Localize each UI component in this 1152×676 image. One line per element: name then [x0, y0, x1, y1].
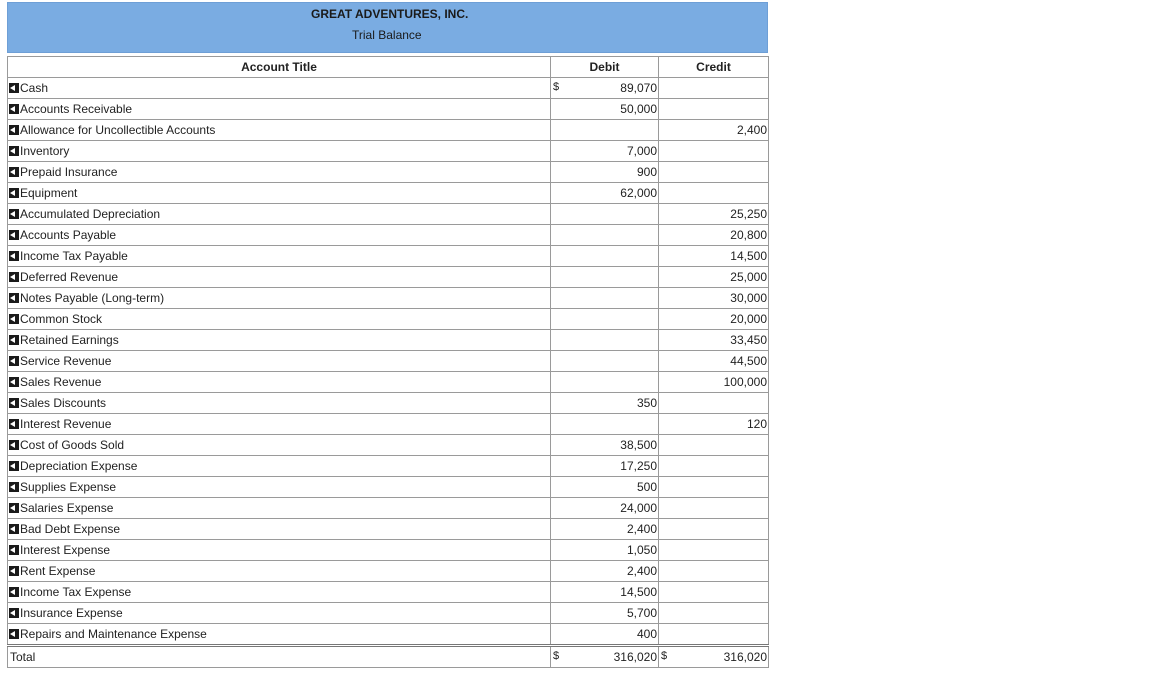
table-row — [8, 246, 769, 267]
move-left-icon[interactable] — [9, 545, 19, 555]
credit-cell[interactable] — [659, 624, 769, 646]
debit-cell-value: 350 — [636, 396, 657, 410]
move-left-icon[interactable] — [9, 629, 19, 639]
account-cell[interactable] — [8, 330, 551, 351]
move-left-icon[interactable] — [9, 272, 19, 282]
account-cell[interactable] — [8, 288, 551, 309]
debit-cell-value: 24,000 — [620, 501, 657, 515]
report-title: Trial Balance — [352, 28, 422, 42]
table-row — [8, 141, 769, 162]
move-left-icon[interactable] — [9, 377, 19, 387]
debit-cell-value: 1,050 — [626, 543, 657, 557]
debit-cell[interactable] — [551, 603, 659, 624]
debit-cell[interactable] — [551, 414, 659, 435]
account-label: Income Tax Expense — [20, 585, 132, 599]
debit-cell-value: 62,000 — [620, 186, 657, 200]
account-label: Sales Revenue — [20, 375, 102, 389]
move-left-icon[interactable] — [9, 503, 19, 513]
account-label: Repairs and Maintenance Expense — [20, 627, 207, 641]
debit-cell-value: 2,400 — [626, 522, 657, 536]
move-left-icon[interactable] — [9, 335, 19, 345]
debit-cell-value: 2,400 — [626, 564, 657, 578]
credit-cell[interactable] — [659, 120, 769, 141]
debit-cell[interactable] — [551, 624, 659, 646]
debit-cell[interactable] — [551, 456, 659, 477]
move-left-icon[interactable] — [9, 587, 19, 597]
credit-cell[interactable] — [659, 246, 769, 267]
account-cell[interactable] — [8, 498, 551, 519]
debit-cell[interactable] — [551, 351, 659, 372]
header-banner — [7, 2, 768, 53]
table-row — [8, 414, 769, 435]
move-left-icon[interactable] — [9, 167, 19, 177]
account-label: Interest Expense — [20, 543, 111, 557]
table-row — [8, 603, 769, 624]
account-cell[interactable] — [8, 162, 551, 183]
account-title-header: Account Title — [8, 57, 551, 78]
account-cell[interactable] — [8, 78, 551, 99]
move-left-icon[interactable] — [9, 83, 19, 93]
debit-cell[interactable] — [551, 540, 659, 561]
move-left-icon[interactable] — [9, 398, 19, 408]
account-cell[interactable] — [8, 414, 551, 435]
total-credit-cell-dollar: $ — [661, 650, 668, 662]
table-row — [8, 519, 769, 540]
move-left-icon[interactable] — [9, 608, 19, 618]
credit-cell-value: 25,250 — [730, 207, 767, 221]
credit-cell[interactable] — [659, 141, 769, 162]
table-row — [8, 435, 769, 456]
credit-cell[interactable] — [659, 498, 769, 519]
table-row — [8, 330, 769, 351]
table-row — [8, 372, 769, 393]
table-row — [8, 162, 769, 183]
account-label: Salaries Expense — [20, 501, 114, 515]
credit-cell[interactable] — [659, 540, 769, 561]
debit-cell-value: 400 — [636, 627, 657, 641]
total-credit-cell — [659, 646, 769, 668]
table-row — [8, 477, 769, 498]
account-cell[interactable] — [8, 540, 551, 561]
move-left-icon[interactable] — [9, 125, 19, 135]
credit-cell[interactable] — [659, 225, 769, 246]
credit-cell[interactable] — [659, 288, 769, 309]
credit-cell[interactable] — [659, 477, 769, 498]
table-row — [8, 456, 769, 477]
account-label: Accumulated Depreciation — [20, 207, 161, 221]
credit-cell-value: 2,400 — [736, 123, 767, 137]
debit-cell-value: 7,000 — [626, 144, 657, 158]
debit-cell-value: 89,070 — [620, 81, 657, 95]
account-label: Retained Earnings — [20, 333, 119, 347]
move-left-icon[interactable] — [9, 419, 19, 429]
table-row — [8, 288, 769, 309]
table-row — [8, 498, 769, 519]
total-debit-cell-dollar: $ — [553, 650, 560, 662]
move-left-icon[interactable] — [9, 146, 19, 156]
debit-cell-value: 14,500 — [620, 585, 657, 599]
debit-cell[interactable] — [551, 582, 659, 603]
account-cell[interactable] — [8, 120, 551, 141]
table-row — [8, 624, 769, 646]
total-label: Total — [8, 646, 551, 668]
credit-cell[interactable] — [659, 372, 769, 393]
credit-cell-value: 100,000 — [723, 375, 767, 389]
account-cell[interactable] — [8, 393, 551, 414]
table-header-row — [8, 57, 769, 78]
credit-cell-value: 33,450 — [730, 333, 767, 347]
credit-cell-value: 44,500 — [730, 354, 767, 368]
account-cell[interactable] — [8, 582, 551, 603]
debit-cell-value: 900 — [636, 165, 657, 179]
account-label: Accounts Receivable — [20, 102, 133, 116]
move-left-icon[interactable] — [9, 209, 19, 219]
credit-cell[interactable] — [659, 162, 769, 183]
account-label: Income Tax Payable — [20, 249, 128, 263]
account-label: Common Stock — [20, 312, 103, 326]
account-label: Equipment — [20, 186, 78, 200]
credit-cell[interactable] — [659, 414, 769, 435]
debit-cell-dollar: $ — [553, 81, 560, 93]
move-left-icon[interactable] — [9, 104, 19, 114]
total-row — [8, 646, 769, 668]
account-cell[interactable] — [8, 603, 551, 624]
debit-cell[interactable] — [551, 267, 659, 288]
account-label: Rent Expense — [20, 564, 96, 578]
debit-cell[interactable] — [551, 141, 659, 162]
debit-cell[interactable] — [551, 519, 659, 540]
account-label: Sales Discounts — [20, 396, 107, 410]
credit-cell-value: 20,800 — [730, 228, 767, 242]
debit-cell[interactable] — [551, 393, 659, 414]
total-debit-cell-value: 316,020 — [613, 650, 657, 664]
credit-cell[interactable] — [659, 99, 769, 120]
debit-cell-value: 50,000 — [620, 102, 657, 116]
credit-cell[interactable] — [659, 582, 769, 603]
table-row — [8, 309, 769, 330]
account-label: Insurance Expense — [20, 606, 123, 620]
table-row — [8, 267, 769, 288]
debit-cell-value: 5,700 — [626, 606, 657, 620]
credit-cell[interactable] — [659, 519, 769, 540]
debit-cell[interactable] — [551, 183, 659, 204]
table-row — [8, 582, 769, 603]
debit-cell[interactable] — [551, 120, 659, 141]
account-label: Inventory — [20, 144, 70, 158]
credit-cell[interactable] — [659, 309, 769, 330]
account-cell[interactable] — [8, 141, 551, 162]
table-row — [8, 561, 769, 582]
credit-cell[interactable] — [659, 351, 769, 372]
table-row — [8, 99, 769, 120]
move-left-icon[interactable] — [9, 440, 19, 450]
account-label: Deferred Revenue — [20, 270, 119, 284]
credit-header: Credit — [659, 57, 769, 78]
account-label: Interest Revenue — [20, 417, 112, 431]
account-label: Notes Payable (Long-term) — [20, 291, 165, 305]
account-cell[interactable] — [8, 204, 551, 225]
debit-cell-value: 38,500 — [620, 438, 657, 452]
account-cell[interactable] — [8, 519, 551, 540]
account-cell[interactable] — [8, 456, 551, 477]
credit-cell[interactable] — [659, 183, 769, 204]
debit-cell-value: 17,250 — [620, 459, 657, 473]
debit-cell[interactable] — [551, 330, 659, 351]
account-cell[interactable] — [8, 435, 551, 456]
account-label: Cash — [20, 81, 49, 95]
table-row — [8, 351, 769, 372]
account-cell[interactable] — [8, 183, 551, 204]
account-cell[interactable] — [8, 267, 551, 288]
move-left-icon[interactable] — [9, 566, 19, 576]
move-left-icon[interactable] — [9, 188, 19, 198]
move-left-icon[interactable] — [9, 251, 19, 261]
account-label: Supplies Expense — [20, 480, 117, 494]
account-label: Service Revenue — [20, 354, 112, 368]
credit-cell[interactable] — [659, 456, 769, 477]
move-left-icon[interactable] — [9, 461, 19, 471]
credit-cell[interactable] — [659, 561, 769, 582]
account-label: Prepaid Insurance — [20, 165, 118, 179]
debit-cell[interactable] — [551, 309, 659, 330]
debit-cell[interactable] — [551, 162, 659, 183]
credit-cell-value: 30,000 — [730, 291, 767, 305]
table-row — [8, 120, 769, 141]
account-cell[interactable] — [8, 477, 551, 498]
credit-cell[interactable] — [659, 78, 769, 99]
trial-balance-sheet — [7, 2, 768, 668]
account-label: Cost of Goods Sold — [20, 438, 125, 452]
debit-cell[interactable] — [551, 561, 659, 582]
account-label: Bad Debt Expense — [20, 522, 121, 536]
debit-cell[interactable] — [551, 477, 659, 498]
debit-cell[interactable] — [551, 78, 659, 99]
account-cell[interactable] — [8, 246, 551, 267]
account-cell[interactable] — [8, 99, 551, 120]
total-credit-cell-value: 316,020 — [723, 650, 767, 664]
move-left-icon[interactable] — [9, 356, 19, 366]
debit-cell[interactable] — [551, 204, 659, 225]
credit-cell[interactable] — [659, 393, 769, 414]
credit-cell-value: 25,000 — [730, 270, 767, 284]
move-left-icon[interactable] — [9, 482, 19, 492]
move-left-icon[interactable] — [9, 230, 19, 240]
credit-cell-value: 120 — [746, 417, 767, 431]
account-cell[interactable] — [8, 372, 551, 393]
account-label: Accounts Payable — [20, 228, 117, 242]
debit-cell[interactable] — [551, 435, 659, 456]
table-row — [8, 225, 769, 246]
debit-cell[interactable] — [551, 246, 659, 267]
account-label: Allowance for Uncollectible Accounts — [20, 123, 216, 137]
debit-cell[interactable] — [551, 225, 659, 246]
credit-cell[interactable] — [659, 603, 769, 624]
credit-cell-value: 14,500 — [730, 249, 767, 263]
debit-cell[interactable] — [551, 498, 659, 519]
account-label: Depreciation Expense — [20, 459, 138, 473]
account-cell[interactable] — [8, 561, 551, 582]
account-cell[interactable] — [8, 624, 551, 646]
debit-cell[interactable] — [551, 99, 659, 120]
credit-cell[interactable] — [659, 330, 769, 351]
move-left-icon[interactable] — [9, 524, 19, 534]
debit-header: Debit — [551, 57, 659, 78]
total-debit-cell — [551, 646, 659, 668]
move-left-icon[interactable] — [9, 293, 19, 303]
debit-cell[interactable] — [551, 288, 659, 309]
debit-cell-value: 500 — [636, 480, 657, 494]
table-row — [8, 204, 769, 225]
table-row — [8, 393, 769, 414]
move-left-icon[interactable] — [9, 314, 19, 324]
credit-cell-value: 20,000 — [730, 312, 767, 326]
table-row — [8, 78, 769, 99]
table-row — [8, 183, 769, 204]
company-name: GREAT ADVENTURES, INC. — [311, 7, 469, 21]
account-cell[interactable] — [8, 225, 551, 246]
credit-cell[interactable] — [659, 267, 769, 288]
debit-cell[interactable] — [551, 372, 659, 393]
account-cell[interactable] — [8, 351, 551, 372]
credit-cell[interactable] — [659, 435, 769, 456]
credit-cell[interactable] — [659, 204, 769, 225]
table-row — [8, 540, 769, 561]
trial-balance-table — [7, 56, 769, 668]
account-cell[interactable] — [8, 309, 551, 330]
